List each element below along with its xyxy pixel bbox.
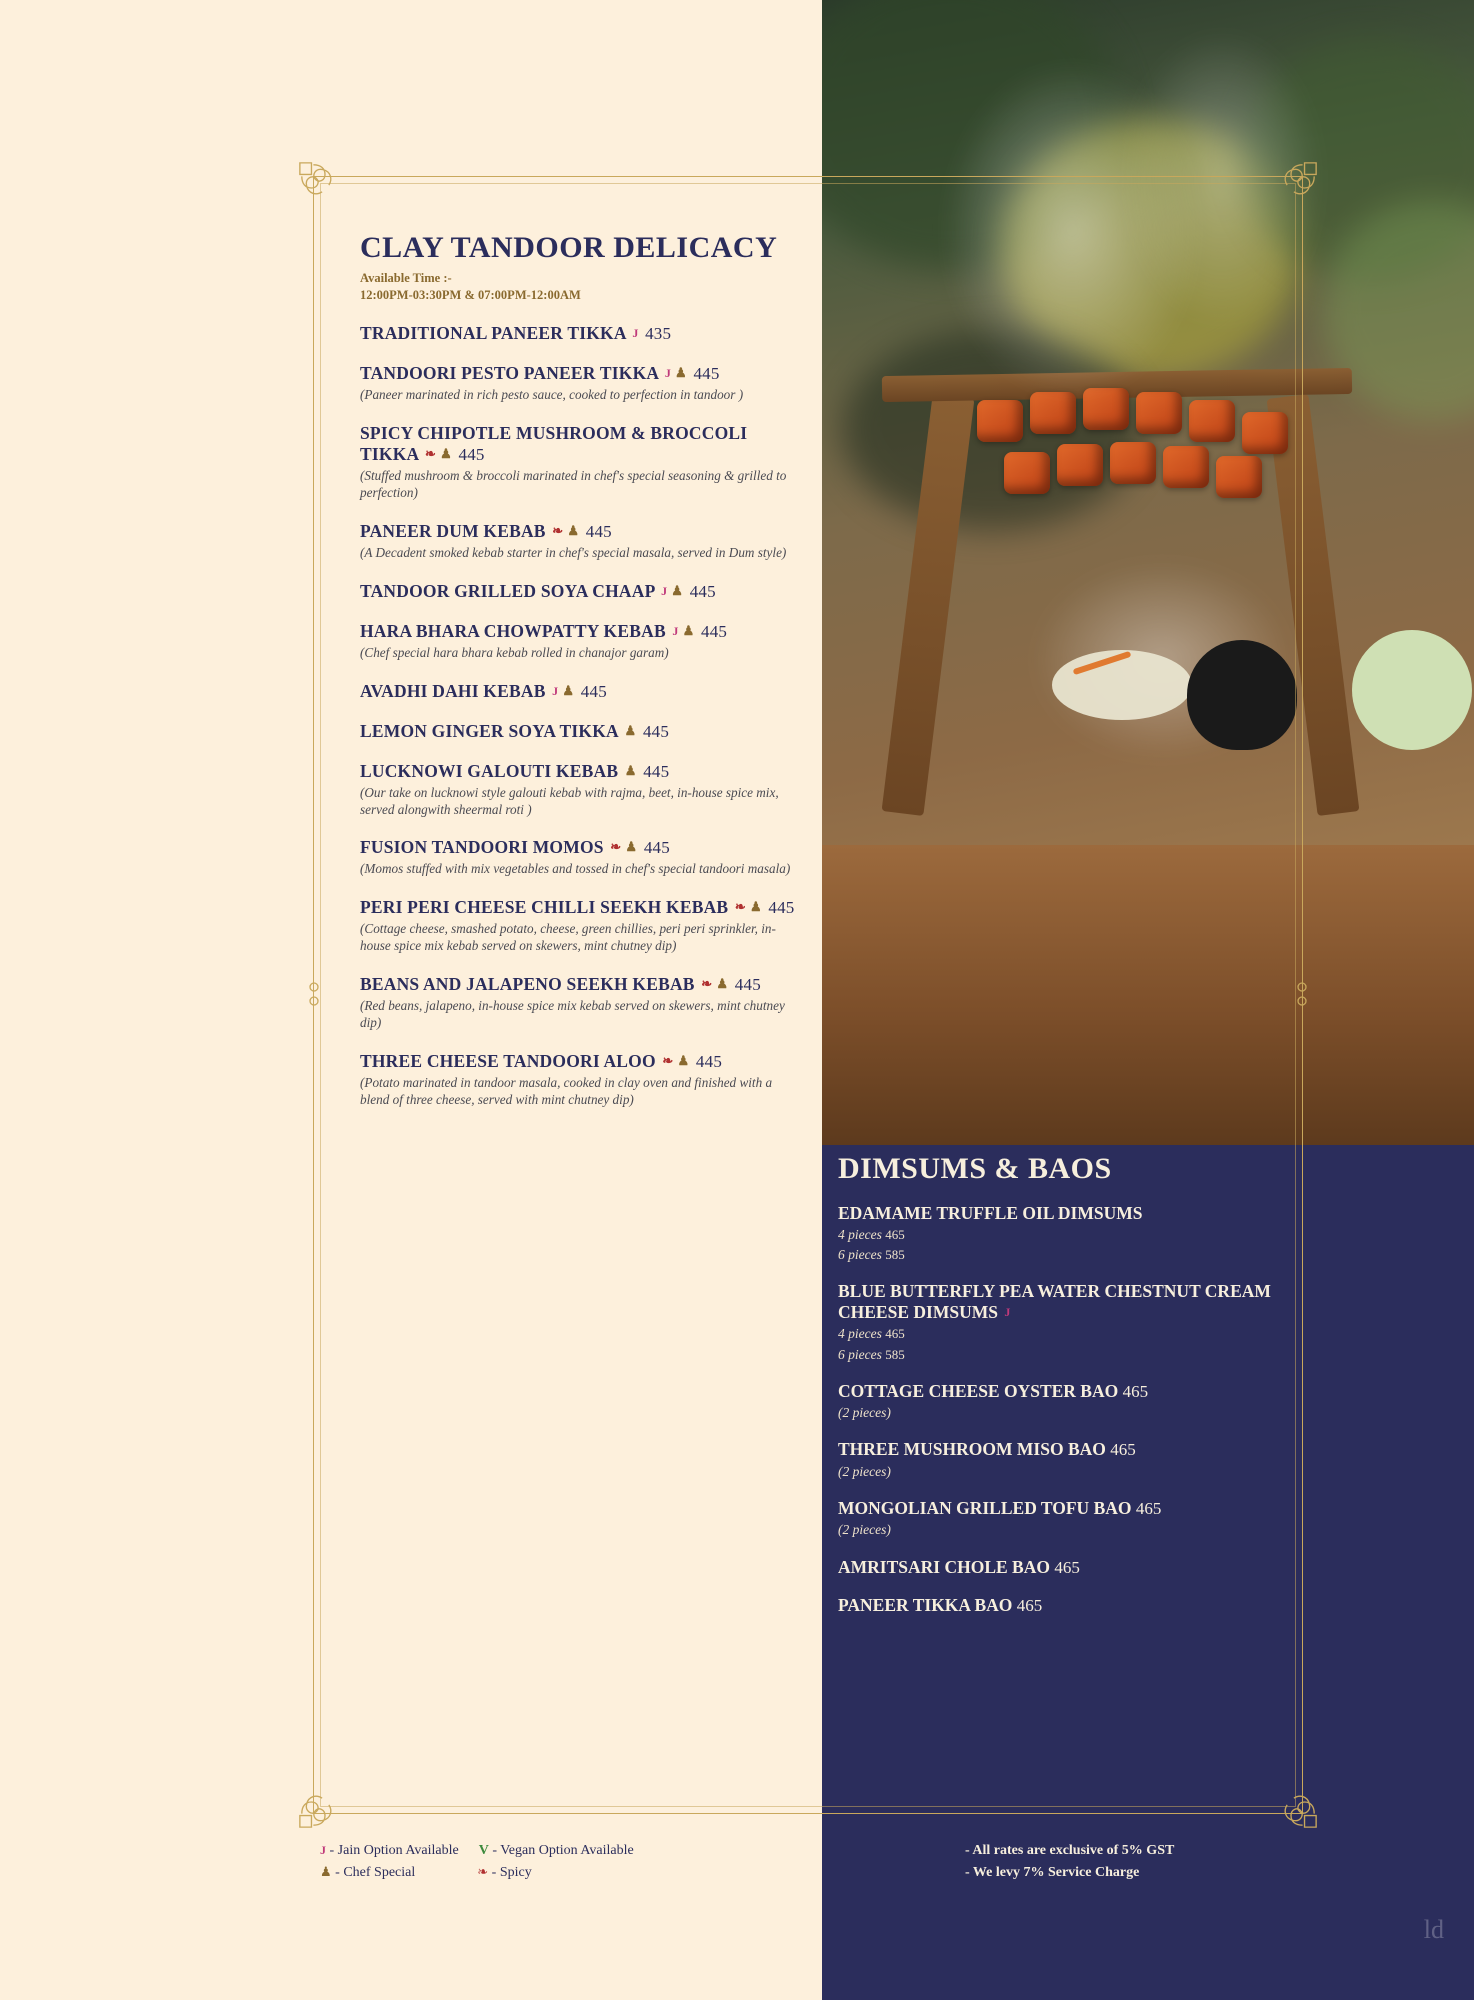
chef-special-icon: ♟ xyxy=(562,682,575,698)
spicy-icon: ❧ xyxy=(701,976,713,992)
menu-item-price: 445 xyxy=(580,681,607,701)
jain-icon: J xyxy=(632,326,639,341)
wooden-board xyxy=(822,845,1474,1145)
jain-icon: J xyxy=(661,583,668,598)
menu-item-list xyxy=(360,323,800,1109)
legend-vegan-label: - Vegan Option Available xyxy=(492,1843,634,1858)
menu-item-price: 445 xyxy=(643,761,670,781)
portion-price: 465 xyxy=(885,1326,905,1342)
portion-row: 4 pieces 465 xyxy=(838,1227,905,1242)
jain-icon: J xyxy=(320,1843,326,1857)
menu-item-name: AVADHI DAHI KEBAB J ♟ 445 xyxy=(360,680,607,701)
dish-photo xyxy=(822,0,1474,1145)
portion-row: 6 pieces 585 xyxy=(838,1346,905,1362)
menu-item-price: 445 xyxy=(734,975,761,995)
menu-item-description: (Our take on lucknowi style galouti kebab with rajma, beet, in-house spice mix, served alongwith sheermal roti ) xyxy=(360,784,779,817)
menu-item-name: MONGOLIAN GRILLED TOFU BAO 465 xyxy=(838,1498,1162,1519)
menu-item-name: PANEER DUM KEBAB ❧ ♟ 445 xyxy=(360,520,612,541)
menu-item-description: (Cottage cheese, smashed potato, cheese, green chillies, peri peri sprinkler, in-house spice mix kebab served on skewers, mint chutney dip) xyxy=(360,921,776,954)
menu-item xyxy=(838,1203,1318,1264)
spicy-icon: ❧ xyxy=(552,522,564,538)
menu-item-name: FUSION TANDOORI MOMOS ❧ ♟ 445 xyxy=(360,837,670,858)
chef-special-icon: ♟ xyxy=(320,1863,332,1879)
legend-spicy-label: - Spicy xyxy=(491,1864,532,1880)
menu-item-price: 445 xyxy=(643,838,670,858)
jain-icon: J xyxy=(672,623,679,638)
spicy-icon: ❧ xyxy=(734,899,746,915)
menu-item-price: 445 xyxy=(458,444,485,464)
menu-item-name: PANEER TIKKA BAO 465 xyxy=(838,1595,1043,1616)
menu-item xyxy=(360,581,800,602)
menu-item xyxy=(360,974,800,1032)
availability-note xyxy=(360,270,800,304)
menu-item-price: 465 xyxy=(1135,1499,1162,1519)
legend-vegan xyxy=(479,1840,634,1862)
chef-special-icon: ♟ xyxy=(682,622,695,638)
chef-special-icon: ♟ xyxy=(675,365,687,381)
menu-item-price: 445 xyxy=(693,364,720,384)
legend-chef xyxy=(320,1862,415,1884)
menu-item xyxy=(838,1439,1318,1481)
menu-item-price: 445 xyxy=(701,621,728,641)
portion-row: 6 pieces 585 xyxy=(838,1247,905,1263)
jain-icon: J xyxy=(664,366,672,381)
menu-item-description: (A Decadent smoked kebab starter in chef's special masala, served in Dum style) xyxy=(360,544,787,560)
menu-item-price: 445 xyxy=(585,521,612,541)
menu-item xyxy=(360,1051,800,1109)
rate-notes xyxy=(965,1840,1385,1883)
portion-price: 585 xyxy=(885,1346,905,1362)
section-title: DIMSUMS & BAOS xyxy=(838,1152,1112,1185)
chef-special-icon: ♟ xyxy=(625,839,638,855)
watermark: ld xyxy=(1423,1915,1444,1944)
menu-item-price: 465 xyxy=(1054,1557,1080,1577)
legend xyxy=(320,1840,820,1883)
menu-item-name: AMRITSARI CHOLE BAO 465 xyxy=(838,1556,1080,1577)
menu-item-description: (Potato marinated in tandoor masala, cooked in clay oven and finished with a blend of three cheese, served with mint chutney dip) xyxy=(360,1075,773,1107)
menu-item xyxy=(360,721,800,742)
clay-tandoor-section xyxy=(360,232,800,1109)
portion-price: 585 xyxy=(885,1247,905,1263)
legend-jain xyxy=(320,1840,459,1862)
menu-item-price: 465 xyxy=(1122,1381,1149,1401)
legend-jain-label: - Jain Option Available xyxy=(329,1843,459,1858)
chef-special-icon: ♟ xyxy=(440,445,452,461)
chef-special-icon: ♟ xyxy=(624,722,637,738)
menu-item-list xyxy=(838,1203,1318,1616)
menu-item-description: (Chef special hara bhara kebab rolled in chanajor garam) xyxy=(360,644,669,660)
menu-item-description: (Red beans, jalapeno, in-house spice mix kebab served on skewers, mint chutney dip) xyxy=(360,998,785,1031)
chef-special-icon: ♟ xyxy=(624,762,637,778)
menu-item xyxy=(360,621,800,662)
menu-item-name: SPICY CHIPOTLE MUSHROOM & BROCCOLI TIKKA ❧ ♟ 445 xyxy=(360,423,748,464)
availability-time: 12:00PM-03:30PM & 07:00PM-12:00AM xyxy=(360,288,581,303)
menu-item-name: HARA BHARA CHOWPATTY KEBAB J ♟ 445 xyxy=(360,620,728,641)
menu-item-price: 465 xyxy=(1016,1596,1043,1616)
legend-spicy xyxy=(477,1862,531,1884)
menu-item-price: 445 xyxy=(689,581,716,601)
menu-item-name: THREE CHEESE TANDOORI ALOO ❧ ♟ 445 xyxy=(360,1051,723,1072)
menu-item-name: TRADITIONAL PANEER TIKKA J 435 xyxy=(360,323,672,344)
menu-item xyxy=(838,1557,1318,1578)
spicy-icon: ❧ xyxy=(610,839,622,855)
legend-chef-label: - Chef Special xyxy=(335,1864,416,1880)
menu-item xyxy=(360,363,800,404)
chef-special-icon: ♟ xyxy=(567,522,580,538)
menu-item-name: TANDOORI PESTO PANEER TIKKA J ♟ 445 xyxy=(360,363,720,384)
menu-item-name: TANDOOR GRILLED SOYA CHAAP J ♟ 445 xyxy=(360,580,716,601)
menu-item-name: BEANS AND JALAPENO SEEKH KEBAB ❧ ♟ 445 xyxy=(360,974,761,995)
menu-item xyxy=(360,837,800,878)
menu-item-price: 465 xyxy=(1110,1440,1136,1460)
vegan-icon: V xyxy=(478,1843,489,1858)
spicy-icon: ❧ xyxy=(662,1053,674,1069)
spicy-icon: ❧ xyxy=(477,1863,489,1879)
menu-item-name: LUCKNOWI GALOUTI KEBAB ♟ 445 xyxy=(360,760,670,781)
menu-item xyxy=(838,1281,1318,1363)
chef-special-icon: ♟ xyxy=(677,1053,690,1069)
menu-item-name: BLUE BUTTERFLY PEA WATER CHESTNUT CREAM CHEESE DIMSUMS J xyxy=(838,1281,1271,1323)
menu-item-description: (2 pieces) xyxy=(838,1463,891,1479)
menu-item-description: (Stuffed mushroom & broccoli marinated in chef's special seasoning & grilled to perfection) xyxy=(360,467,787,500)
menu-item xyxy=(838,1595,1318,1616)
menu-item xyxy=(360,521,800,562)
menu-item xyxy=(838,1498,1318,1540)
menu-item-description: (2 pieces) xyxy=(838,1522,891,1538)
menu-item xyxy=(360,897,800,955)
menu-item-description: (2 pieces) xyxy=(838,1405,891,1421)
menu-item-price: 445 xyxy=(695,1052,723,1072)
menu-item-name: THREE MUSHROOM MISO BAO 465 xyxy=(838,1439,1136,1460)
menu-item xyxy=(838,1381,1318,1423)
menu-item-name: LEMON GINGER SOYA TIKKA ♟ 445 xyxy=(360,720,670,741)
chef-special-icon: ♟ xyxy=(716,976,729,992)
menu-item-price: 445 xyxy=(642,721,670,741)
chef-special-icon: ♟ xyxy=(749,899,762,915)
menu-item-price: 445 xyxy=(768,898,795,918)
menu-item xyxy=(360,681,800,702)
menu-item xyxy=(360,323,800,344)
chef-special-icon: ♟ xyxy=(671,582,684,598)
portion-price: 465 xyxy=(885,1227,905,1242)
dimsums-baos-section xyxy=(838,1152,1318,1616)
menu-item-description: (Paneer marinated in rich pesto sauce, cooked to perfection in tandoor ) xyxy=(360,387,744,403)
section-title: CLAY TANDOOR DELICACY xyxy=(360,231,778,264)
menu-item-description: (Momos stuffed with mix vegetables and tossed in chef's special tandoori masala) xyxy=(360,861,791,877)
menu-item xyxy=(360,423,800,501)
menu-item-name: COTTAGE CHEESE OYSTER BAO 465 xyxy=(838,1380,1149,1401)
availability-label: Available Time :- xyxy=(360,271,452,286)
menu-item-price: 435 xyxy=(645,324,672,344)
service-charge-note: - We levy 7% Service Charge xyxy=(965,1864,1140,1880)
jain-icon: J xyxy=(1004,1305,1011,1320)
portion-row: 4 pieces 465 xyxy=(838,1326,905,1342)
gst-note: - All rates are exclusive of 5% GST xyxy=(965,1843,1175,1858)
menu-item-name: PERI PERI CHEESE CHILLI SEEKH KEBAB ❧ ♟ 445 xyxy=(360,897,795,918)
menu-item-name: EDAMAME TRUFFLE OIL DIMSUMS xyxy=(838,1203,1143,1223)
jain-icon: J xyxy=(552,683,559,698)
spicy-icon: ❧ xyxy=(424,445,437,461)
menu-item xyxy=(360,761,800,819)
